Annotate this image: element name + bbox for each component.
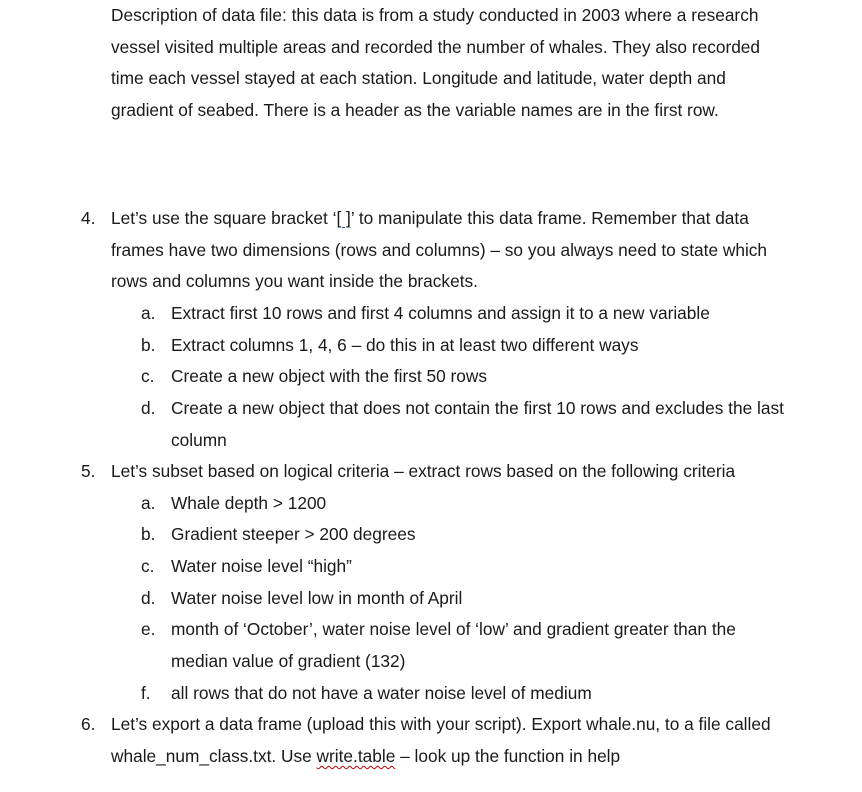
q5e-letter: e. [141,619,156,639]
q5d-letter: d. [141,588,156,608]
q4a-text: Extract first 10 rows and first 4 columns and assign it to a new variable [171,303,710,323]
description-line-1: Description of data file: this data is from a study conducted in 2003 where a research [111,5,759,25]
q5-line-1: Let’s subset based on logical criteria – extract rows based on the following criteria [111,461,736,481]
q6-line-2-end: – look up the function in help [395,746,621,766]
q5d-text: Water noise level low in month of April [171,588,463,608]
q4-line-1-end: ’ to manipulate this data frame. Remember that data [350,208,749,228]
q4-line-1-start: Let’s use the square bracket ‘ [111,208,337,228]
q5a-letter: a. [141,493,156,513]
q4-line-3: rows and columns you want inside the brackets. [111,271,478,291]
q4b-text: Extract columns 1, 4, 6 – do this in at least two different ways [171,335,639,355]
q6-line-2 [111,746,620,766]
q4-number: 4. [81,208,96,228]
q5b-text: Gradient steeper > 200 degrees [171,524,416,544]
q5e-text: month of ‘October’, water noise level of ‘low’ and gradient greater than the [171,619,736,639]
q6-number: 6. [81,714,96,734]
description-line-4: gradient of seabed. There is a header as the variable names are in the first row. [111,100,719,120]
q4d-text-cont: column [171,430,227,450]
q4d-text: Create a new object that does not contain the first 10 rows and excludes the last [171,398,784,418]
q4a-letter: a. [141,303,156,323]
q5e-text-cont: median value of gradient (132) [171,651,406,671]
q5a-text: Whale depth > 1200 [171,493,327,513]
description-line-2: vessel visited multiple areas and recorded the number of whales. They also recorded [111,37,761,57]
q4-line-1 [111,208,749,228]
q5c-letter: c. [141,556,155,576]
q4d-letter: d. [141,398,156,418]
q4c-letter: c. [141,366,155,386]
q6-line-1: Let’s export a data frame (upload this with your script). Export whale.nu, to a file called [111,714,771,734]
q4b-letter: b. [141,335,156,355]
write-table-function: write.table [316,746,396,766]
q5f-text: all rows that do not have a water noise level of medium [171,683,592,703]
description-line-3: time each vessel stayed at each station. Longitude and latitude, water depth and [111,68,726,88]
q6-line-2-start: whale_num_class.txt. Use [111,746,317,766]
q5-number: 5. [81,461,96,481]
square-bracket-code: [ ] [336,208,351,228]
q4-line-2: frames have two dimensions (rows and columns) – so you always need to state which [111,240,768,260]
q4c-text: Create a new object with the first 50 rows [171,366,488,386]
q5f-letter: f. [141,683,151,703]
q5b-letter: b. [141,524,156,544]
q5c-text: Water noise level “high” [171,556,352,576]
